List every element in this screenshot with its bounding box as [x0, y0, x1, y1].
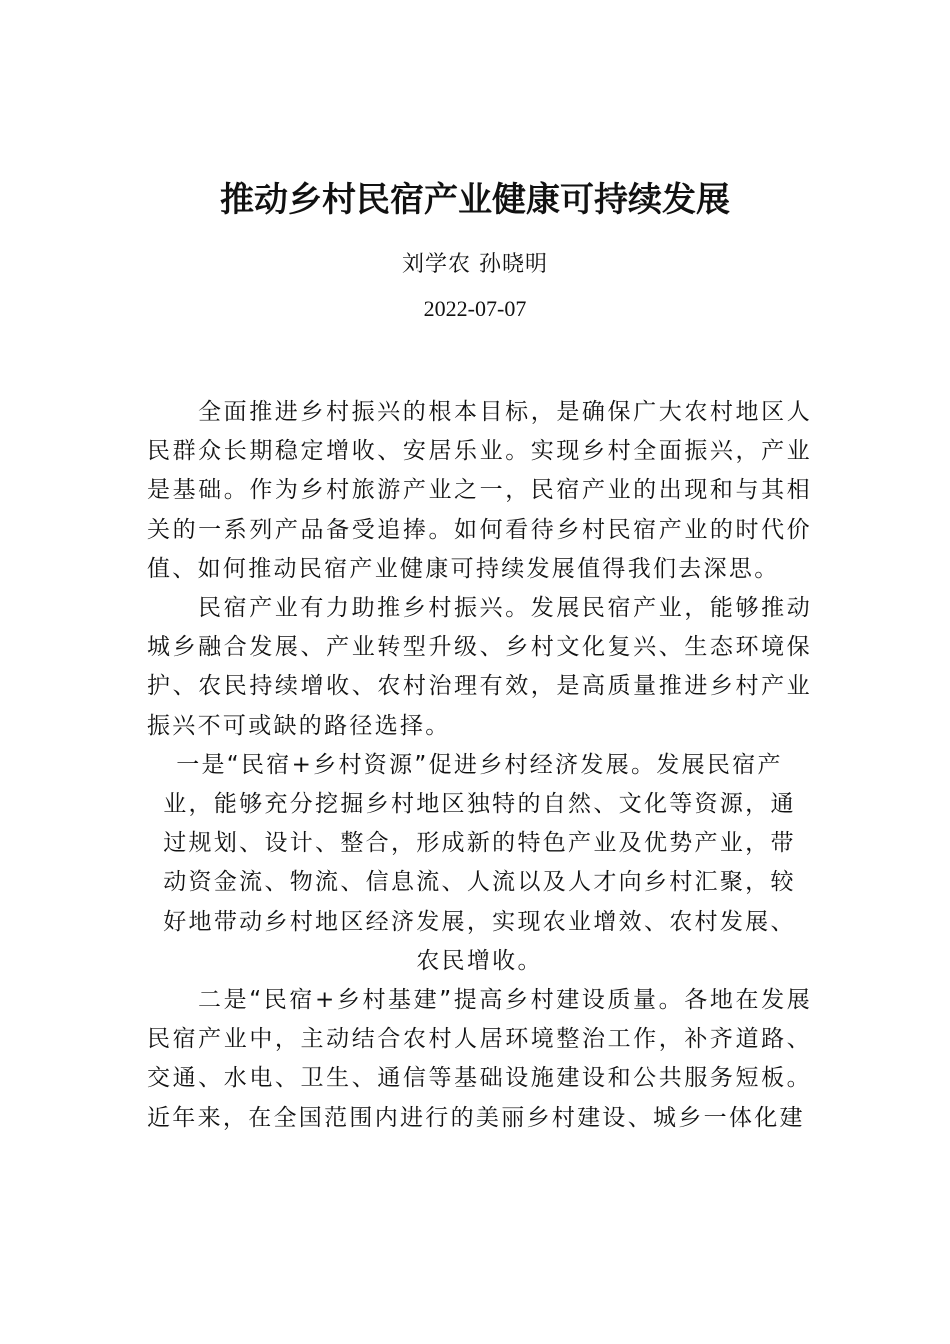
- article-body: [147, 393, 812, 1138]
- paragraph-intro: 全面推进乡村振兴的根本目标，是确保广大农村地区人民群众长期稳定增收、安居乐业。实现乡村全面振兴，产业是基础。作为乡村旅游产业之一，民宿产业的出现和与其相关的一系列产品备受追捧。如何看待乡村民宿产业的时代价值、如何推动民宿产业健康可持续发展值得我们去深思。: [147, 399, 812, 582]
- article-date: 2022-07-07: [423, 296, 527, 321]
- paragraph-point-two: 二是“民宿+乡村基建”提高乡村建设质量。各地在发展民宿产业中，主动结合农村人居环境整治工作，补齐道路、 交通、水电、卫生、通信等基础设施建设和公共服务短板。 近年来，在全国范围内进行的美丽乡村建设、城乡一体化建: [147, 987, 812, 1131]
- article-authors: 刘学农 孙晓明: [402, 252, 548, 277]
- paragraph-homestay-boost: 民宿产业有力助推乡村振兴。发展民宿产业，能够推动城乡融合发展、产业转型升级、乡村文化复兴、生态环境保护、农民持续增收、农村治理有效，是高质量推进乡村产业振兴不可或缺的路径选择。: [147, 595, 812, 739]
- article-title: 推动乡村民宿产业健康可持续发展: [220, 180, 730, 220]
- paragraph-point-one: 一是“民宿+乡村资源”促进乡村经济发展。发展民宿产业，能够充分挖掘乡村地区独特的自然、文化等资源，通过规划、设计、整合，形成新的特色产业及优势产业，带动资金流、物流、信息流、人流以及人才向乡村汇聚，较好地带动乡村地区经济发展，实现农业增效、农村发展、农民增收。: [163, 751, 796, 974]
